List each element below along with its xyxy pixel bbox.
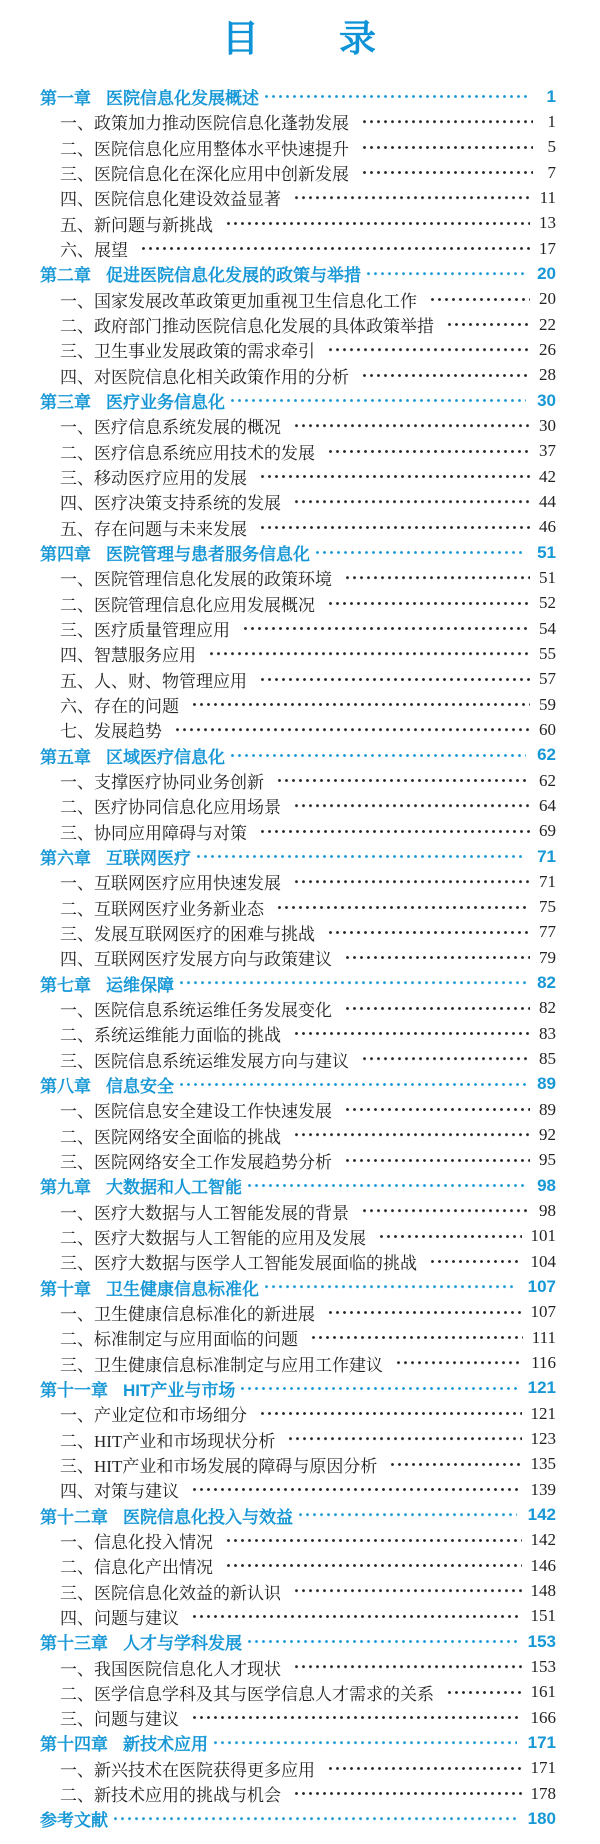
- dot-leader: [393, 1350, 522, 1375]
- dot-leader: [291, 1781, 522, 1806]
- chapter-label: 第四章: [40, 545, 91, 565]
- dot-leader: [240, 616, 530, 641]
- item-page-number: 85: [539, 1049, 556, 1069]
- item-text: 三、发展互联网医疗的困难与挑战: [60, 924, 315, 944]
- item-page-number: 111: [531, 1327, 556, 1347]
- item-text: 三、医疗大数据与医学人工智能发展面临的挑战: [60, 1254, 417, 1274]
- dot-leader: [325, 439, 530, 464]
- item-text: 一、医院信息系统运维任务发展变化: [60, 1000, 332, 1020]
- dot-leader: [325, 920, 530, 945]
- item-page-number: 153: [530, 1657, 556, 1676]
- dot-leader: [274, 895, 530, 920]
- item-page-number: 20: [539, 289, 556, 309]
- toc-chapter-row: [40, 1629, 556, 1654]
- dot-leader: [325, 1300, 522, 1325]
- chapter-label: 第十一章: [40, 1380, 108, 1400]
- chapter-page-number: 171: [527, 1732, 556, 1752]
- dot-leader: [176, 970, 526, 995]
- item-page-number: 104: [530, 1251, 556, 1271]
- chapter-title: 卫生健康信息标准化: [106, 1279, 259, 1299]
- dot-leader: [427, 1249, 522, 1274]
- chapter-page-number: 142: [527, 1505, 556, 1525]
- dot-leader: [291, 489, 530, 514]
- dot-leader: [342, 945, 530, 970]
- item-text: 五、新问题与新挑战: [60, 215, 213, 235]
- dot-leader: [359, 1046, 530, 1071]
- toc-item-row: [40, 945, 556, 970]
- toc-chapter-row: [40, 1173, 556, 1198]
- item-page-number: 42: [539, 466, 556, 486]
- chapter-label: 第七章: [40, 975, 91, 995]
- item-page-number: 121: [530, 1403, 556, 1423]
- chapter-title: 新技术应用: [123, 1735, 208, 1755]
- dot-leader: [291, 413, 530, 438]
- item-text: 二、医院管理信息化应用发展概况: [60, 595, 315, 615]
- dot-leader: [291, 185, 531, 210]
- item-text: 三、协同应用障碍与对策: [60, 823, 247, 843]
- chapter-page-number: 51: [537, 542, 556, 562]
- chapter-label: 第十三章: [40, 1634, 108, 1654]
- item-text: 一、互联网医疗应用快速发展: [60, 874, 281, 894]
- item-text: 二、新技术应用的挑战与机会: [60, 1786, 281, 1806]
- item-page-number: 60: [539, 719, 556, 739]
- item-page-number: 22: [539, 314, 556, 334]
- item-page-number: 51: [539, 567, 556, 587]
- toc-item-row: [40, 236, 556, 261]
- item-page-number: 139: [530, 1479, 556, 1499]
- toc-item-row: [40, 287, 556, 312]
- toc-item-row: [40, 413, 556, 438]
- item-page-number: 46: [539, 517, 556, 537]
- item-page-number: 148: [530, 1581, 556, 1601]
- item-text: 四、智慧服务应用: [60, 646, 196, 666]
- item-page-number: 171: [530, 1758, 556, 1778]
- toc-item-row: [40, 869, 556, 894]
- chapter-page-number: 98: [537, 1175, 556, 1195]
- toc-chapter-row: [40, 844, 556, 869]
- item-text: 三、医院信息化效益的新认识: [60, 1583, 281, 1603]
- item-text: 七、发展趋势: [60, 722, 162, 742]
- item-text: 二、HIT产业和市场现状分析: [60, 1431, 276, 1451]
- toc-item-row: [40, 1756, 556, 1781]
- item-page-number: 62: [539, 770, 556, 790]
- toc-list: [40, 84, 556, 1832]
- dot-leader: [189, 1705, 522, 1730]
- dot-leader: [257, 1401, 522, 1426]
- toc-item-row: [40, 337, 556, 362]
- dot-leader: [257, 819, 530, 844]
- toc-chapter-row: [40, 970, 556, 995]
- dot-leader: [227, 743, 526, 768]
- chapter-title: 促进医院信息化发展的政策与举措: [106, 266, 361, 286]
- item-text: 二、医疗协同信息化应用场景: [60, 798, 281, 818]
- item-page-number: 83: [539, 1023, 556, 1043]
- chapter-label: 第六章: [40, 849, 91, 868]
- dot-leader: [359, 1198, 530, 1223]
- dot-leader: [359, 135, 533, 160]
- dot-leader: [308, 1325, 523, 1350]
- dot-leader: [172, 717, 530, 742]
- item-page-number: 69: [539, 821, 556, 841]
- toc-item-row: [40, 1426, 556, 1451]
- dot-leader: [223, 1528, 522, 1553]
- toc-item-row: [40, 1224, 556, 1249]
- item-text: 三、医院信息系统运维发展方向与建议: [60, 1051, 349, 1071]
- dot-leader: [227, 388, 526, 413]
- item-page-number: 75: [539, 897, 556, 917]
- chapter-page-number: 82: [537, 973, 556, 993]
- item-text: 三、卫生健康信息标准制定与应用工作建议: [60, 1355, 383, 1375]
- chapter-title: 参考文献: [40, 1811, 108, 1831]
- dot-leader: [257, 515, 530, 540]
- dot-leader: [206, 641, 530, 666]
- item-text: 三、卫生事业发展政策的需求牵引: [60, 342, 315, 362]
- toc-item-row: [40, 1528, 556, 1553]
- toc-item-row: [40, 1046, 556, 1071]
- dot-leader: [342, 565, 530, 590]
- item-text: 一、我国医院信息化人才现状: [60, 1659, 281, 1679]
- toc-chapter-row: [40, 388, 556, 413]
- toc-item-row: [40, 1249, 556, 1274]
- item-page-number: 7: [547, 162, 556, 182]
- item-text: 一、国家发展改革政策更加重视卫生信息化工作: [60, 291, 417, 311]
- item-page-number: 151: [530, 1606, 556, 1626]
- toc-item-row: [40, 616, 556, 641]
- item-page-number: 123: [530, 1429, 556, 1449]
- dot-leader: [342, 1148, 530, 1173]
- dot-leader: [189, 1477, 522, 1502]
- toc-chapter-row: [40, 261, 556, 286]
- dot-leader: [261, 84, 531, 109]
- chapter-label: 第十章: [40, 1279, 91, 1299]
- chapter-label: 第九章: [40, 1178, 91, 1198]
- toc-item-row: [40, 895, 556, 920]
- toc-item-row: [40, 920, 556, 945]
- dot-leader: [210, 1730, 517, 1755]
- item-page-number: 64: [539, 795, 556, 815]
- dot-leader: [342, 1097, 530, 1122]
- chapter-page-number: 107: [527, 1277, 556, 1297]
- chapter-label: 第十二章: [40, 1507, 108, 1527]
- item-page-number: 13: [539, 213, 556, 233]
- toc-chapter-row: [40, 1274, 556, 1299]
- item-text: 一、信息化投入情况: [60, 1532, 213, 1552]
- toc-item-row: [40, 565, 556, 590]
- dot-leader: [189, 1604, 522, 1629]
- toc-chapter-row: [40, 1806, 556, 1831]
- dot-leader: [274, 768, 530, 793]
- item-page-number: 101: [530, 1226, 556, 1246]
- item-text: 四、问题与建议: [60, 1608, 179, 1628]
- item-text: 一、医院信息安全建设工作快速发展: [60, 1102, 332, 1122]
- dot-leader: [291, 869, 530, 894]
- chapter-page-number: 71: [537, 846, 556, 866]
- item-page-number: 116: [531, 1353, 556, 1373]
- toc-item-row: [40, 793, 556, 818]
- item-page-number: 166: [530, 1707, 556, 1727]
- toc-item-row: [40, 109, 556, 134]
- toc-item-row: [40, 1654, 556, 1679]
- dot-leader: [363, 261, 526, 286]
- item-text: 二、医学信息学科及其与医学信息人才需求的关系: [60, 1684, 434, 1704]
- dot-leader: [285, 1426, 521, 1451]
- item-text: 一、产业定位和市场细分: [60, 1406, 247, 1426]
- dot-leader: [427, 287, 530, 312]
- item-page-number: 28: [539, 365, 556, 385]
- dot-leader: [291, 1122, 530, 1147]
- item-text: 一、政策加力推动医院信息化蓬勃发展: [60, 114, 349, 134]
- dot-leader: [193, 844, 526, 869]
- item-text: 四、对医院信息化相关政策作用的分析: [60, 367, 349, 387]
- toc-item-row: [40, 464, 556, 489]
- item-text: 六、展望: [60, 241, 128, 261]
- item-text: 五、人、财、物管理应用: [60, 671, 247, 691]
- item-page-number: 57: [539, 669, 556, 689]
- item-page-number: 11: [539, 187, 556, 207]
- dot-leader: [223, 211, 530, 236]
- dot-leader: [291, 1654, 522, 1679]
- toc-item-row: [40, 1477, 556, 1502]
- toc-item-row: [40, 312, 556, 337]
- dot-leader: [359, 109, 533, 134]
- dot-leader: [244, 1173, 526, 1198]
- dot-leader: [444, 312, 530, 337]
- chapter-title: HIT产业与市场: [123, 1380, 236, 1400]
- toc-item-row: [40, 692, 556, 717]
- item-text: 一、新兴技术在医院获得更多应用: [60, 1760, 315, 1780]
- item-text: 三、医院网络安全工作发展趋势分析: [60, 1152, 332, 1172]
- page-title: 目 录: [222, 18, 378, 59]
- dot-leader: [291, 1578, 522, 1603]
- item-page-number: 178: [530, 1783, 556, 1803]
- item-page-number: 107: [530, 1302, 556, 1322]
- item-page-number: 161: [530, 1682, 556, 1702]
- chapter-title: 信息安全: [106, 1076, 174, 1096]
- chapter-title: 医疗业务信息化: [106, 393, 225, 413]
- chapter-page-number: 89: [537, 1074, 556, 1094]
- dot-leader: [312, 540, 526, 565]
- item-text: 二、政府部门推动医院信息化发展的具体政策举措: [60, 317, 434, 337]
- toc-item-row: [40, 211, 556, 236]
- chapter-page-number: 153: [527, 1631, 556, 1651]
- dot-leader: [237, 1376, 516, 1401]
- chapter-page-number: 180: [527, 1808, 556, 1828]
- item-text: 一、医疗信息系统发展的概况: [60, 418, 281, 438]
- item-text: 二、互联网医疗业务新业态: [60, 899, 264, 919]
- item-page-number: 1: [547, 111, 556, 131]
- toc-item-row: [40, 717, 556, 742]
- toc-item-row: [40, 1781, 556, 1806]
- toc-item-row: [40, 1604, 556, 1629]
- item-page-number: 79: [539, 947, 556, 967]
- dot-leader: [325, 1756, 522, 1781]
- dot-leader: [138, 236, 530, 261]
- toc-item-row: [40, 591, 556, 616]
- dot-leader: [244, 1629, 517, 1654]
- item-page-number: 52: [539, 593, 556, 613]
- toc-item-row: [40, 160, 556, 185]
- toc-chapter-row: [40, 1072, 556, 1097]
- item-page-number: 77: [539, 922, 556, 942]
- toc-item-row: [40, 135, 556, 160]
- chapter-page-number: 62: [537, 745, 556, 765]
- item-text: 三、HIT产业和市场发展的障碍与原因分析: [60, 1456, 378, 1476]
- chapter-page-number: 1: [546, 86, 556, 106]
- item-text: 三、问题与建议: [60, 1710, 179, 1730]
- toc-item-row: [40, 185, 556, 210]
- item-text: 二、系统运维能力面临的挑战: [60, 1026, 281, 1046]
- item-text: 四、医院信息化建设效益显著: [60, 190, 281, 210]
- chapter-title: 医院管理与患者服务信息化: [106, 545, 310, 565]
- dot-leader: [257, 464, 530, 489]
- chapter-title: 医院信息化投入与效益: [123, 1507, 293, 1527]
- chapter-title: 区域医疗信息化: [106, 747, 225, 767]
- item-text: 二、医疗大数据与人工智能的应用及发展: [60, 1228, 366, 1248]
- dot-leader: [257, 667, 530, 692]
- item-page-number: 30: [539, 415, 556, 435]
- item-page-number: 95: [539, 1150, 556, 1170]
- toc-item-row: [40, 1680, 556, 1705]
- item-page-number: 71: [539, 871, 556, 891]
- dot-leader: [359, 363, 530, 388]
- item-page-number: 26: [539, 339, 556, 359]
- toc-item-row: [40, 515, 556, 540]
- dot-leader: [342, 996, 530, 1021]
- item-page-number: 146: [530, 1555, 556, 1575]
- item-text: 二、医院信息化应用整体水平快速提升: [60, 139, 349, 159]
- item-text: 二、标准制定与应用面临的问题: [60, 1330, 298, 1350]
- toc-item-row: [40, 439, 556, 464]
- item-page-number: 98: [539, 1201, 556, 1221]
- dot-leader: [444, 1680, 522, 1705]
- dot-leader: [110, 1806, 517, 1831]
- item-page-number: 142: [530, 1530, 556, 1550]
- toc-item-row: [40, 1300, 556, 1325]
- toc-item-row: [40, 1148, 556, 1173]
- dot-leader: [376, 1224, 522, 1249]
- item-text: 二、信息化产出情况: [60, 1558, 213, 1578]
- item-page-number: 59: [539, 694, 556, 714]
- toc-item-row: [40, 1452, 556, 1477]
- chapter-label: 第二章: [40, 266, 91, 286]
- item-text: 四、医疗决策支持系统的发展: [60, 494, 281, 514]
- item-page-number: 54: [539, 618, 556, 638]
- toc-chapter-row: [40, 84, 556, 109]
- dot-leader: [261, 1274, 517, 1299]
- item-text: 三、医院信息化在深化应用中创新发展: [60, 165, 349, 185]
- dot-leader: [325, 591, 530, 616]
- item-page-number: 37: [539, 441, 556, 461]
- toc-item-row: [40, 1553, 556, 1578]
- toc-item-row: [40, 1021, 556, 1046]
- toc-item-row: [40, 768, 556, 793]
- dot-leader: [176, 1072, 526, 1097]
- chapter-title: 运维保障: [106, 975, 174, 995]
- chapter-title: 人才与学科发展: [123, 1634, 242, 1654]
- chapter-label: 第一章: [40, 89, 91, 109]
- toc-item-row: [40, 1198, 556, 1223]
- toc-item-row: [40, 1705, 556, 1730]
- item-page-number: 17: [539, 238, 556, 258]
- toc-item-row: [40, 489, 556, 514]
- item-text: 六、存在的问题: [60, 697, 179, 717]
- chapter-page-number: 30: [537, 390, 556, 410]
- toc-item-row: [40, 1578, 556, 1603]
- toc-item-row: [40, 1401, 556, 1426]
- item-page-number: 89: [539, 1099, 556, 1119]
- chapter-page-number: 121: [527, 1378, 556, 1398]
- item-page-number: 82: [539, 998, 556, 1018]
- item-text: 二、医院网络安全面临的挑战: [60, 1127, 281, 1147]
- item-text: 三、医疗质量管理应用: [60, 621, 230, 641]
- item-text: 四、对策与建议: [60, 1482, 179, 1502]
- toc-chapter-row: [40, 743, 556, 768]
- toc-item-row: [40, 819, 556, 844]
- toc-chapter-row: [40, 1502, 556, 1527]
- toc-item-row: [40, 641, 556, 666]
- toc-item-row: [40, 1325, 556, 1350]
- item-text: 一、医院管理信息化发展的政策环境: [60, 570, 332, 590]
- toc-item-row: [40, 667, 556, 692]
- chapter-title: 互联网医疗: [106, 849, 191, 868]
- item-page-number: 135: [530, 1454, 556, 1474]
- dot-leader: [223, 1553, 522, 1578]
- toc-chapter-row: [40, 1376, 556, 1401]
- item-page-number: 92: [539, 1125, 556, 1145]
- dot-leader: [291, 1021, 530, 1046]
- toc-item-row: [40, 363, 556, 388]
- toc-chapter-row: [40, 1730, 556, 1755]
- toc-item-row: [40, 996, 556, 1021]
- item-text: 四、互联网医疗发展方向与政策建议: [60, 950, 332, 970]
- chapter-title: 大数据和人工智能: [106, 1178, 242, 1198]
- dot-leader: [359, 160, 533, 185]
- dot-leader: [325, 337, 530, 362]
- item-text: 二、医疗信息系统应用技术的发展: [60, 443, 315, 463]
- dot-leader: [387, 1452, 521, 1477]
- item-text: 五、存在问题与未来发展: [60, 519, 247, 539]
- toc-item-row: [40, 1097, 556, 1122]
- chapter-label: 第十四章: [40, 1735, 108, 1755]
- dot-leader: [295, 1502, 517, 1527]
- item-text: 一、卫生健康信息标准化的新进展: [60, 1304, 315, 1324]
- dot-leader: [291, 793, 530, 818]
- chapter-title: 医院信息化发展概述: [106, 89, 259, 109]
- chapter-label: 第八章: [40, 1076, 91, 1096]
- chapter-page-number: 20: [537, 263, 556, 283]
- toc-item-row: [40, 1350, 556, 1375]
- item-page-number: 44: [539, 491, 556, 511]
- chapter-label: 第三章: [40, 393, 91, 413]
- item-text: 三、移动医疗应用的发展: [60, 469, 247, 489]
- toc-item-row: [40, 1122, 556, 1147]
- dot-leader: [189, 692, 530, 717]
- toc-chapter-row: [40, 540, 556, 565]
- item-text: 一、支撑医疗协同业务创新: [60, 773, 264, 793]
- item-page-number: 55: [539, 643, 556, 663]
- chapter-label: 第五章: [40, 747, 91, 767]
- item-page-number: 5: [547, 137, 556, 157]
- item-text: 一、医疗大数据与人工智能发展的背景: [60, 1203, 349, 1223]
